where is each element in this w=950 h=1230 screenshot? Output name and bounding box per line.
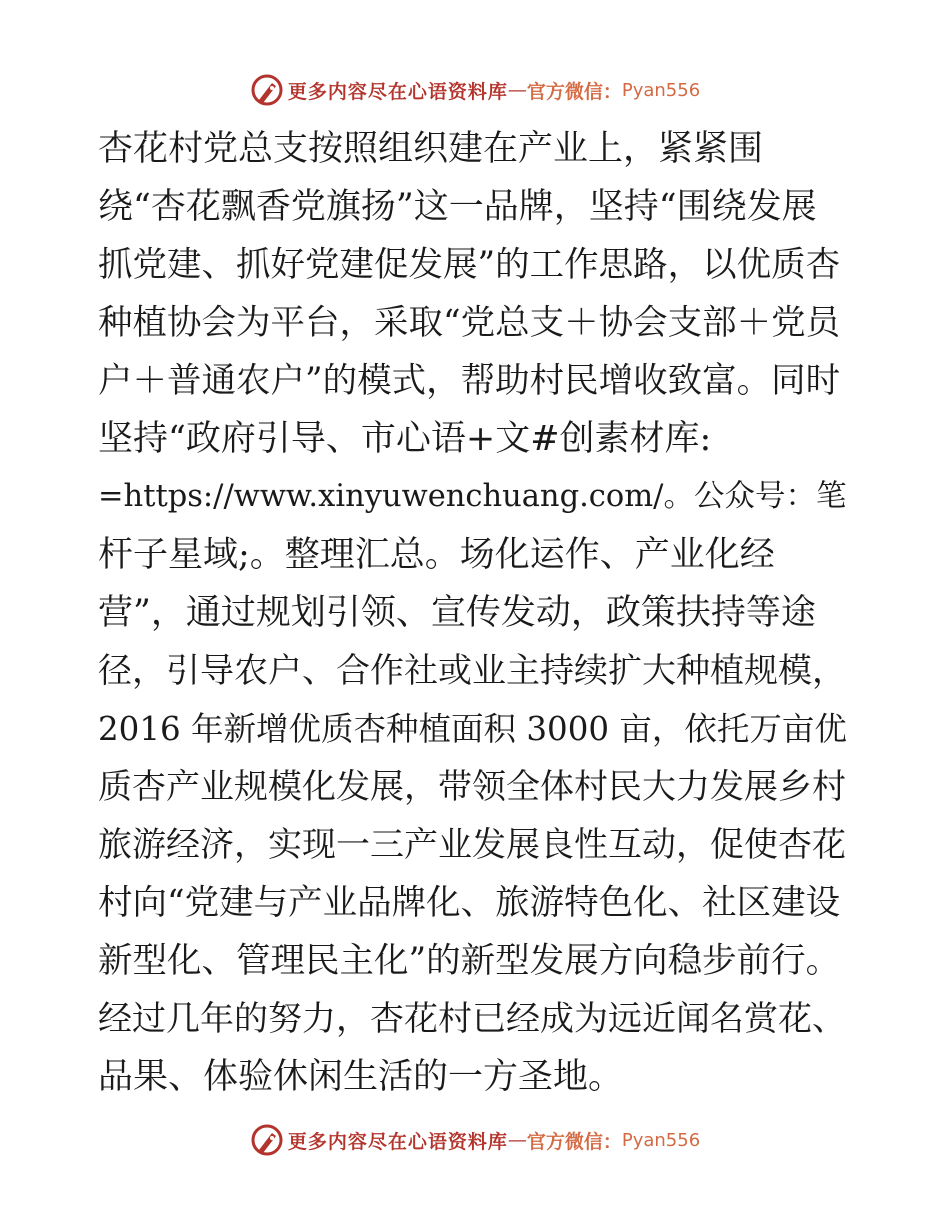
pen-nib-circle-icon: [250, 73, 284, 107]
body-line-4: 种植协会为平台，采取“党总支＋协会支部＋党员: [98, 303, 841, 343]
watermark-id: Pyan556: [621, 79, 701, 101]
body-line-5: 户＋普通农户”的模式，帮助村民增收致富。同时: [98, 361, 841, 401]
body-line-10: 径，引导农户、合作社或业主持续扩大种植规模，: [98, 651, 846, 691]
footer-watermark: [0, 1120, 950, 1160]
body-line-14: 村向“党建与产业品牌化、旅游特色化、社区建设: [98, 883, 841, 923]
body-line-15: 新型化、管理民主化”的新型发展方向稳步前行。: [98, 941, 841, 981]
body-line-8: 杆子星域;。整理汇总。场化运作、产业化经: [98, 535, 775, 575]
watermark-separator: —: [507, 79, 527, 101]
body-line-7: =https://www.xinyuwenchuang.com/。公众号：笔: [98, 479, 847, 514]
body-line-3: 抓党建、抓好党建促发展”的工作思路，以优质杏: [98, 245, 841, 285]
watermark-label: 官方微信：: [526, 1130, 622, 1153]
pen-nib-circle-icon: [250, 1123, 284, 1157]
body-line-9: 营”，通过规划引领、宣传发动，政策扶持等途: [98, 593, 816, 633]
body-line-16: 经过几年的努力，杏花村已经成为远近闻名赏花、: [98, 999, 846, 1039]
watermark-separator: —: [507, 1129, 527, 1151]
body-line-1: 杏花村党总支按照组织建在产业上，紧紧围: [98, 129, 764, 169]
header-watermark: [0, 70, 950, 110]
body-line-13: 旅游经济，实现一三产业发展良性互动，促使杏花: [98, 825, 846, 865]
watermark-main-text: 更多内容尽在心语资料库: [287, 80, 508, 103]
body-line-6: 坚持“政府引导、市心语+文#创素材库:: [98, 419, 712, 459]
body-line-12: 质杏产业规模化发展，带领全体村民大力发展乡村: [98, 767, 846, 807]
body-line-11: 2016 年新增优质杏种植面积 3000 亩，依托万亩优: [98, 710, 847, 748]
body-line-2: 绕“杏花飘香党旗扬”这一品牌，坚持“围绕发展: [98, 187, 817, 227]
watermark-id: Pyan556: [621, 1129, 701, 1151]
body-line-17: 品果、体验休闲生活的一方圣地。: [98, 1057, 624, 1097]
watermark-main-text: 更多内容尽在心语资料库: [287, 1130, 508, 1153]
watermark-label: 官方微信：: [526, 80, 622, 103]
